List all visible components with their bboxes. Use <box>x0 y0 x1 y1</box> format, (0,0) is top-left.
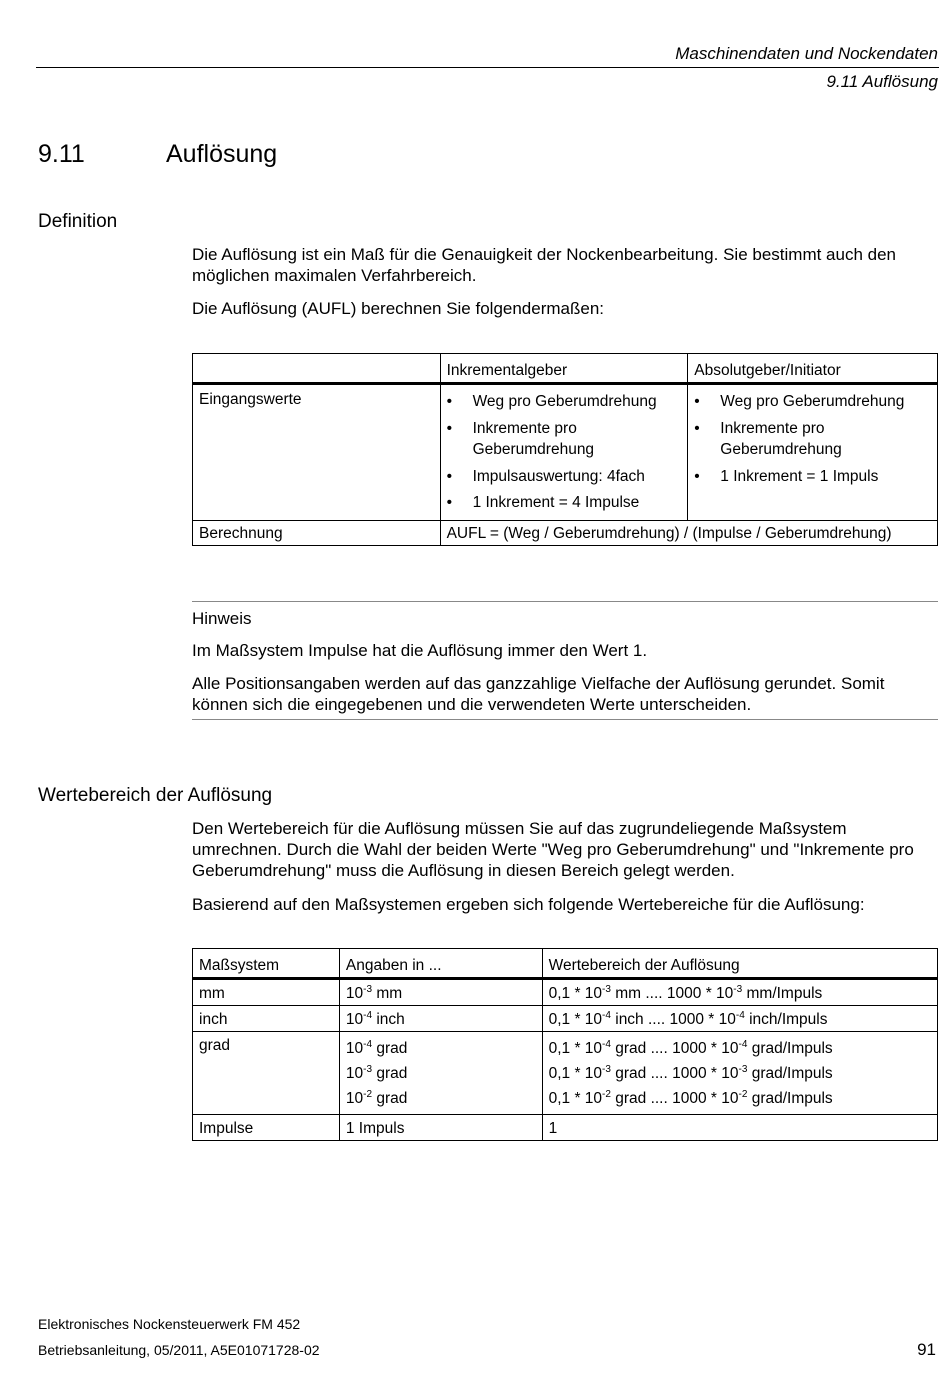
list-item-text: Impulsauswertung: 4fach <box>472 467 645 485</box>
system-cell: mm <box>199 985 225 1002</box>
bullet-icon: • <box>694 393 700 410</box>
running-header-title: Maschinendaten und Nockendaten <box>675 44 938 63</box>
list-item-text: Weg pro Geberumdrehung <box>720 393 905 410</box>
range-table-header-range: Wertebereich der Auflösung <box>542 949 937 979</box>
range-cell: $0,1 * 10^{-3}$ mm .... $1000 * 10^{-3}$ mm/Impuls <box>542 979 937 1006</box>
list-item <box>447 466 684 488</box>
range-paragraph-1: Den Wertebereich für die Auflösung müssen Sie auf das zugrundeliegende Maßsystem umrechnen. Durch die Wahl der beiden Werte "Weg pro Geberumdrehung" und "Inkremente pro Geberumdrehung" muss die Auflösung in diesen Bereich gelegt werden. <box>192 819 914 880</box>
bullet-icon: • <box>446 467 452 485</box>
calculation-table <box>192 353 938 546</box>
absolute-inputs-cell <box>688 384 938 521</box>
footer-product: Elektronisches Nockensteuerwerk FM 452 <box>38 1316 301 1332</box>
list-item <box>694 418 933 461</box>
incremental-inputs-list <box>447 391 684 514</box>
absolute-inputs-list <box>694 391 933 487</box>
range-table-header-system: Maßsystem <box>193 949 340 979</box>
table-row <box>193 1115 938 1141</box>
incremental-inputs-cell <box>440 384 688 521</box>
bullet-icon: • <box>694 467 700 485</box>
list-item <box>447 391 684 413</box>
definition-paragraph-1: Die Auflösung ist ein Maß für die Genauigkeit der Nockenbearbeitung. Sie bestimmt auch den möglichen maximalen Verfahrbereich. <box>192 245 897 285</box>
list-item <box>694 466 933 488</box>
calculation-label: Berechnung <box>193 520 441 545</box>
range-table-header-unit: Angaben in ... <box>339 949 542 979</box>
note-bottom-rule <box>192 719 938 720</box>
range-cell: 1 <box>542 1115 937 1141</box>
note-top-rule <box>192 601 938 602</box>
bullet-icon: • <box>446 419 452 437</box>
unit-cell: $10^{-4}$ inch <box>339 1006 542 1032</box>
table-row <box>193 979 938 1006</box>
unit-cell: $10^{-3}$ mm <box>339 979 542 1006</box>
bullet-icon: • <box>694 419 700 437</box>
note-heading: Hinweis <box>192 609 252 628</box>
list-item <box>447 418 684 461</box>
range-cell: $0,1 * 10^{-4}$ grad .... $1000 * 10^{-4}$ grad/Impuls $0,1 * 10^{-3}$ grad .... $1000 * 10^{-3}$ grad/Impuls $0,1 * 10^{-2}$ grad .... $1000 * 10^{-2}$ grad/Impuls <box>542 1032 937 1115</box>
section-number: 9.11 <box>38 140 85 168</box>
header-rule <box>36 67 939 68</box>
range-table <box>192 948 938 1141</box>
definition-heading: Definition <box>38 211 118 232</box>
note-paragraph-1: Im Maßsystem Impulse hat die Auflösung immer den Wert 1. <box>192 641 648 660</box>
calc-table-header-empty <box>193 354 441 384</box>
list-item-text: 1 Inkrement = 4 Impulse <box>472 494 640 511</box>
calculation-formula: AUFL = (Weg / Geberumdrehung) / (Impulse / Geberumdrehung) <box>440 520 937 545</box>
note-paragraph-2: Alle Positionsangaben werden auf das ganzzahlige Vielfache der Auflösung gerundet. Somit können sich die eingegebenen und die verwendeten Werte unterscheiden. <box>192 674 885 714</box>
range-cell: $0,1 * 10^{-4}$ inch .... $1000 * 10^{-4}$ inch/Impuls <box>542 1006 937 1032</box>
system-cell: inch <box>193 1006 340 1032</box>
calc-table-header-incremental: Inkrementalgeber <box>440 354 688 384</box>
table-row <box>193 1032 938 1115</box>
calc-table-header-absolute: Absolutgeber/Initiator <box>688 354 938 384</box>
list-item-text: Weg pro Geberumdrehung <box>472 393 657 410</box>
range-heading: Wertebereich der Auflösung <box>38 785 273 806</box>
list-item <box>447 492 684 514</box>
list-item-text: 1 Inkrement = 1 Impuls <box>720 467 879 485</box>
footer-document-info: Betriebsanleitung, 05/2011, A5E01071728-02 <box>38 1342 320 1358</box>
unit-cell: 1 Impuls <box>339 1115 542 1141</box>
definition-paragraph-2: Die Auflösung (AUFL) berechnen Sie folgendermaßen: <box>192 299 605 318</box>
system-cell: grad <box>193 1032 340 1115</box>
list-item-text: Inkremente pro Geberumdrehung <box>720 419 842 458</box>
list-item-text: Inkremente pro Geberumdrehung <box>472 419 595 458</box>
page-number: 91 <box>917 1340 936 1359</box>
input-values-label: Eingangswerte <box>199 391 302 408</box>
bullet-icon: • <box>446 494 452 511</box>
system-cell: Impulse <box>193 1115 340 1141</box>
section-title: Auflösung <box>166 140 278 168</box>
bullet-icon: • <box>446 393 452 410</box>
list-item <box>694 391 933 413</box>
unit-cell: $10^{-4}$ grad $10^{-3}$ grad $10^{-2}$ grad <box>339 1032 542 1115</box>
table-row <box>193 1006 938 1032</box>
range-paragraph-2: Basierend auf den Maßsystemen ergeben sich folgende Wertebereiche für die Auflösung: <box>192 895 865 914</box>
running-header-section: 9.11 Auflösung <box>826 72 938 91</box>
